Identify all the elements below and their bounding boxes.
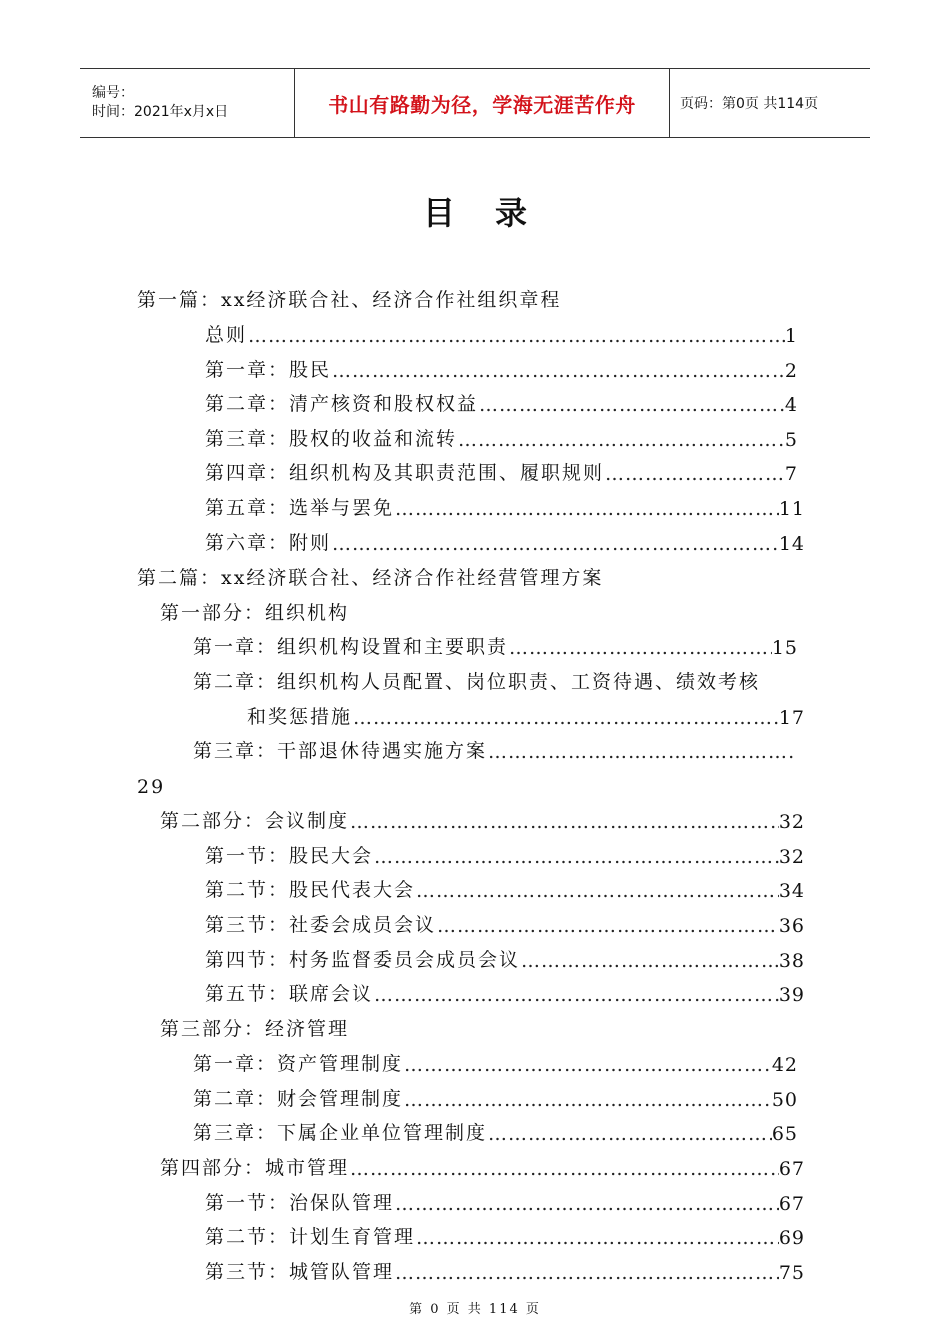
date-label: 时间：2021年x月x日: [92, 104, 229, 120]
header-meta: [80, 69, 294, 137]
toc-entry[interactable]: 第三节：城管队管理 ………………………………………………………………………………………………………………………………………………………… 75: [205, 1252, 805, 1284]
page-info-text: 页码：第0页 共114页: [680, 96, 819, 112]
toc-entry[interactable]: 第五节：联席会议 ………………………………………………………………………………………………………………………………………………………… 39: [205, 974, 805, 1006]
toc-entry[interactable]: 总则 ………………………………………………………………………………………………………………………………………………………… 1: [205, 315, 798, 347]
toc-entry[interactable]: 第四章：组织机构及其职责范围、履职规则 ………………………………………………………………………………………………………………………………………………………… 7: [205, 453, 798, 485]
toc-section-heading: 第三部分：经济管理: [160, 1018, 350, 1040]
toc-entry-line: 第二章：组织机构人员配置、岗位职责、工资待遇、绩效考核: [193, 671, 761, 693]
toc-entry[interactable]: 第一章：资产管理制度 ………………………………………………………………………………………………………………………………………………………… 42: [193, 1044, 798, 1076]
toc-entry[interactable]: 第二节：股民代表大会 ………………………………………………………………………………………………………………………………………………………… 34: [205, 870, 805, 902]
toc-entry[interactable]: 第二章：清产核资和股权权益 ………………………………………………………………………………………………………………………………………………………… 4: [205, 384, 798, 416]
toc-entry[interactable]: 第三章：股权的收益和流转 ………………………………………………………………………………………………………………………………………………………… 5: [205, 419, 798, 451]
toc-entry[interactable]: 第五章：选举与罢免 ………………………………………………………………………………………………………………………………………………………… 11: [205, 488, 805, 520]
toc-entry[interactable]: 第六章：附则 ………………………………………………………………………………………………………………………………………………………… 14: [205, 523, 805, 555]
header-motto: [294, 69, 670, 137]
motto-text: 书山有路勤为径，学海无涯苦作舟: [328, 92, 636, 117]
page-footer: 第 0 页 共 114 页: [409, 1302, 541, 1317]
toc-entry[interactable]: 第三章：干部退休待遇实施方案 …………………………………………………………………………………………………………………………………………………………: [193, 731, 796, 763]
toc-entry[interactable]: 第二部分：会议制度 ………………………………………………………………………………………………………………………………………………………… 32: [160, 801, 805, 833]
page-title: 目录: [422, 194, 567, 232]
toc-heading-part-2: 第二篇：xx经济联合社、经济合作社经营管理方案: [137, 567, 604, 589]
toc-entry[interactable]: 第一节：股民大会 ………………………………………………………………………………………………………………………………………………………… 32: [205, 836, 805, 868]
toc-entry[interactable]: 第四节：村务监督委员会成员会议 ………………………………………………………………………………………………………………………………………………………… 38: [205, 940, 805, 972]
toc-page-number-wrapped: 29: [137, 776, 166, 798]
toc-entry[interactable]: 第二节：计划生育管理 ………………………………………………………………………………………………………………………………………………………… 69: [205, 1217, 805, 1249]
page-header: [80, 68, 870, 138]
toc-entry[interactable]: 第四部分：城市管理 ………………………………………………………………………………………………………………………………………………………… 67: [160, 1148, 805, 1180]
header-page-info: [670, 69, 818, 137]
toc-entry[interactable]: 第二章：财会管理制度 ………………………………………………………………………………………………………………………………………………………… 50: [193, 1079, 798, 1111]
toc-entry[interactable]: 第一节：治保队管理 ………………………………………………………………………………………………………………………………………………………… 67: [205, 1183, 805, 1215]
toc-entry[interactable]: 和奖惩措施 ………………………………………………………………………………………………………………………………………………………… 17: [247, 697, 805, 729]
toc-entry[interactable]: 第一章：股民 ………………………………………………………………………………………………………………………………………………………… 2: [205, 350, 798, 382]
toc-entry[interactable]: 第三节：社委会成员会议 ………………………………………………………………………………………………………………………………………………………… 36: [205, 905, 805, 937]
toc-section-heading: 第一部分：组织机构: [160, 602, 350, 624]
toc-heading-part-1: 第一篇：xx经济联合社、经济合作社组织章程: [137, 289, 562, 311]
toc-entry[interactable]: 第三章：下属企业单位管理制度 ………………………………………………………………………………………………………………………………………………………… 65: [193, 1113, 798, 1145]
serial-label: 编号：: [92, 85, 134, 101]
toc-entry[interactable]: 第一章：组织机构设置和主要职责 ………………………………………………………………………………………………………………………………………………………… 15: [193, 627, 798, 659]
